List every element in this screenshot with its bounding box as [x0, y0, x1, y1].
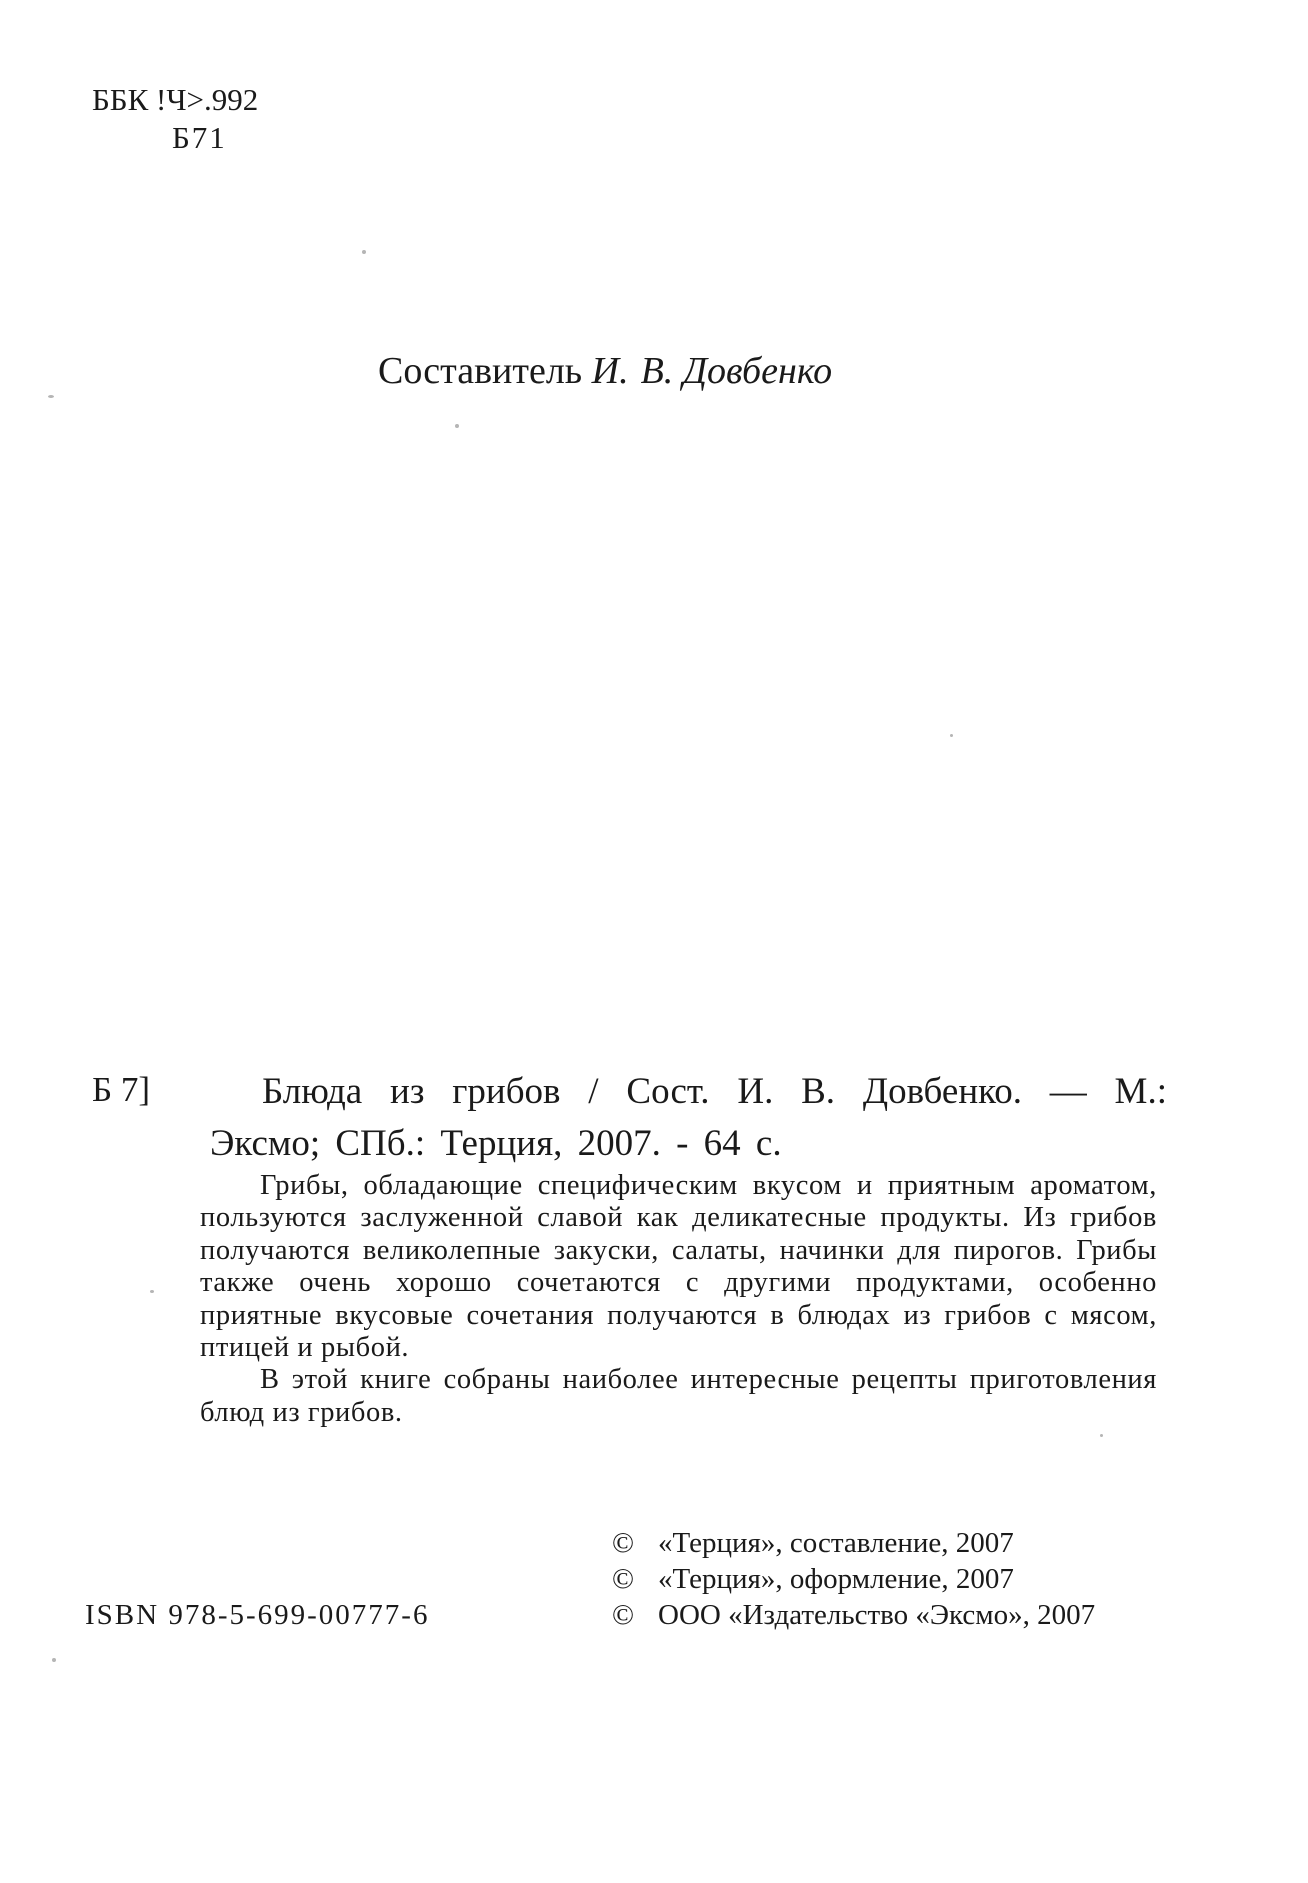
compiler-initial-middle: В. [640, 350, 674, 392]
scan-speck [48, 395, 54, 398]
copyright-block [612, 1525, 1095, 1633]
bibliographic-record [210, 1066, 1167, 1170]
compiler-prefix: Составитель [378, 350, 583, 392]
bbk-classification: ББК !Ч>.992 [92, 82, 259, 117]
copyright-text: ООО «Издательство «Эксмо», 2007 [658, 1599, 1096, 1631]
scan-speck [950, 734, 953, 737]
isbn: ISBN 978-5-699-00777-6 [85, 1599, 430, 1631]
book-annotation [200, 1170, 1157, 1429]
author-sign-code: Б71 [172, 120, 227, 155]
scan-speck [52, 1658, 56, 1662]
copyright-text: «Терция», оформление, 2007 [658, 1563, 1014, 1595]
bibliographic-line-1: Блюда из грибов / Сост. И. В. Довбенко. — М.: [262, 1071, 1167, 1112]
copyright-icon: © [612, 1527, 635, 1559]
compiler-initial-first: И. [591, 350, 629, 392]
copyright-icon: © [612, 1563, 635, 1595]
scan-speck [150, 1290, 154, 1293]
bibliographic-line-2: Эксмо; СПб.: Терция, 2007. - 64 с. [210, 1123, 782, 1164]
copyright-line [612, 1561, 1095, 1597]
scan-speck [455, 424, 459, 428]
annotation-paragraph-2: В этой книге собраны наиболее интересные рецепты приготовления блюд из грибов. [200, 1364, 1157, 1428]
copyright-text: «Терция», составление, 2007 [658, 1527, 1014, 1559]
annotation-paragraph-1: Грибы, обладающие специфическим вкусом и приятным ароматом, пользуются заслуженной славой как деликатесные продукты. Из грибов получаются великолепные закуски, салаты, начинки для пирогов. Грибы также очень хорошо сочетаются с другими продуктами, особенно приятные вкусовые сочетания получаются в блюдах из грибов с мясом, птицей и рыбой. [200, 1170, 1157, 1364]
catalog-mark: Б 7] [92, 1070, 151, 1109]
compiler-surname: Довбенко [682, 350, 833, 392]
copyright-line [612, 1597, 1095, 1633]
copyright-line [612, 1525, 1095, 1561]
scan-speck [362, 250, 366, 254]
scan-speck [1100, 1434, 1103, 1437]
copyright-icon: © [612, 1599, 635, 1631]
compiler-line [378, 348, 832, 394]
